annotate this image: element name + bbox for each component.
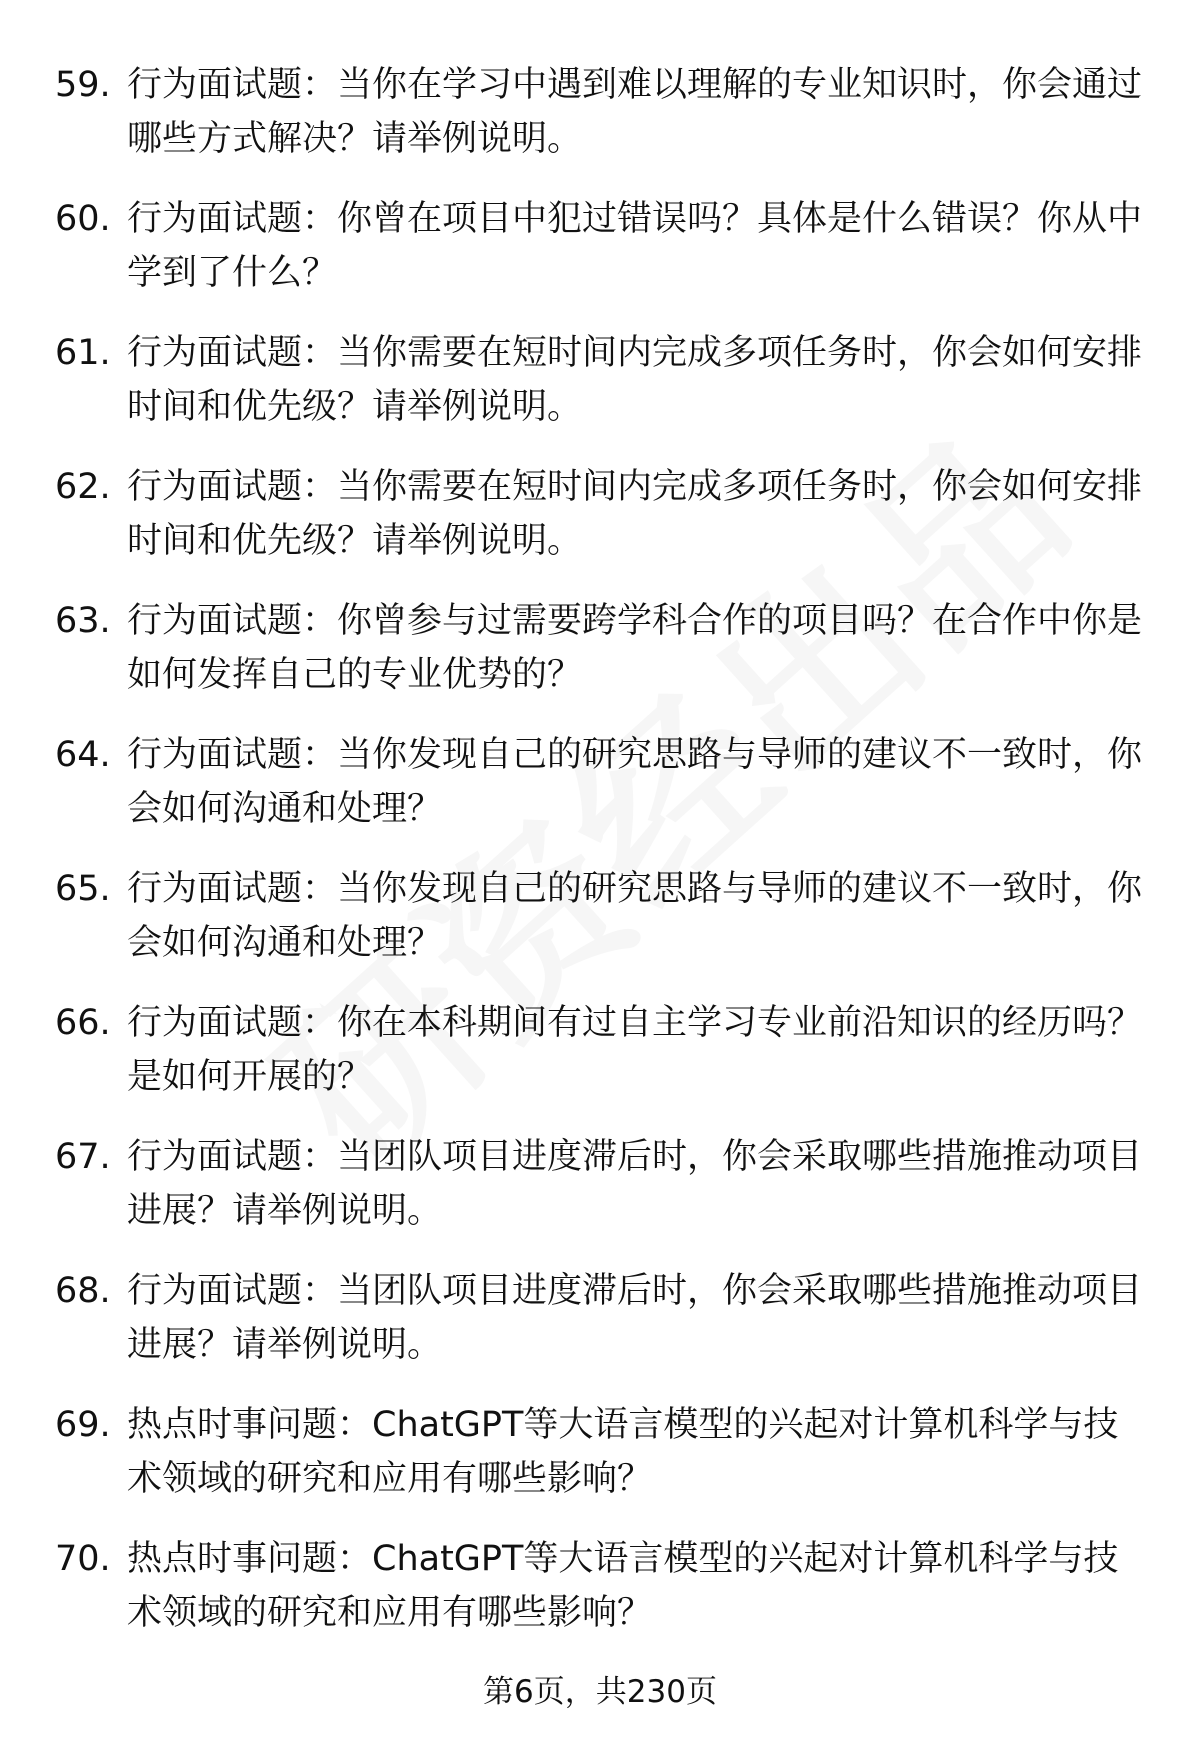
question-text: 行为面试题：当团队项目进度滞后时，你会采取哪些措施推动项目进展？请举例说明。	[127, 1137, 1143, 1231]
question-number: 66.	[55, 1003, 111, 1043]
question-item	[55, 58, 1145, 166]
question-item	[55, 862, 1145, 970]
question-text: 行为面试题：你曾参与过需要跨学科合作的项目吗？在合作中你是如何发挥自己的专业优势的？	[127, 601, 1143, 695]
question-number: 68.	[55, 1271, 111, 1311]
question-number: 63.	[55, 601, 111, 641]
question-list	[55, 58, 1145, 1666]
question-text: 行为面试题：当你需要在短时间内完成多项任务时，你会如何安排时间和优先级？请举例说明。	[127, 467, 1143, 561]
question-text: 热点时事问题：ChatGPT等大语言模型的兴起对计算机科学与技术领域的研究和应用有哪些影响？	[127, 1539, 1119, 1633]
question-text: 行为面试题：当你发现自己的研究思路与导师的建议不一致时，你会如何沟通和处理？	[127, 869, 1143, 963]
question-number: 65.	[55, 869, 111, 909]
question-item	[55, 326, 1145, 434]
question-text: 热点时事问题：ChatGPT等大语言模型的兴起对计算机科学与技术领域的研究和应用有哪些影响？	[127, 1405, 1119, 1499]
page-footer: 第6页，共230页	[483, 1674, 717, 1710]
question-item	[55, 1398, 1145, 1506]
question-number: 62.	[55, 467, 111, 507]
question-item	[55, 728, 1145, 836]
question-number: 69.	[55, 1405, 111, 1445]
question-text: 行为面试题：你在本科期间有过自主学习专业前沿知识的经历吗？是如何开展的？	[127, 1003, 1143, 1097]
question-item	[55, 460, 1145, 568]
question-number: 64.	[55, 735, 111, 775]
question-text: 行为面试题：当你发现自己的研究思路与导师的建议不一致时，你会如何沟通和处理？	[127, 735, 1143, 829]
question-item	[55, 1532, 1145, 1640]
question-number: 61.	[55, 333, 111, 373]
question-number: 70.	[55, 1539, 111, 1579]
question-text: 行为面试题：当团队项目进度滞后时，你会采取哪些措施推动项目进展？请举例说明。	[127, 1271, 1143, 1365]
question-item	[55, 996, 1145, 1104]
question-number: 59.	[55, 65, 111, 105]
question-number: 60.	[55, 199, 111, 239]
question-text: 行为面试题：你曾在项目中犯过错误吗？具体是什么错误？你从中学到了什么？	[127, 199, 1143, 293]
question-item	[55, 192, 1145, 300]
question-item	[55, 594, 1145, 702]
question-text: 行为面试题：当你在学习中遇到难以理解的专业知识时，你会通过哪些方式解决？请举例说明。	[127, 65, 1143, 159]
question-item	[55, 1130, 1145, 1238]
question-text: 行为面试题：当你需要在短时间内完成多项任务时，你会如何安排时间和优先级？请举例说明。	[127, 333, 1143, 427]
question-item	[55, 1264, 1145, 1372]
question-number: 67.	[55, 1137, 111, 1177]
